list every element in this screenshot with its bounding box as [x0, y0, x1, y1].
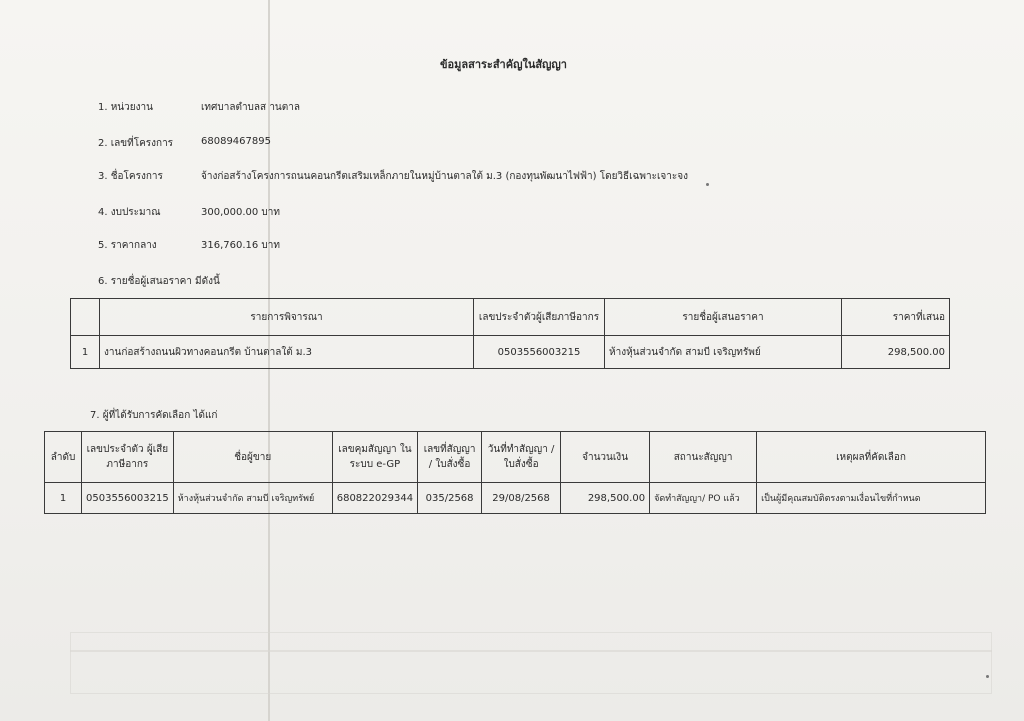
table-cell: 0503556003215: [474, 336, 605, 369]
table-header-cell: ลำดับ: [45, 432, 82, 483]
table-row: [45, 483, 986, 514]
field-label: 5. ราคากลาง: [98, 240, 157, 251]
section-6-label: 6. รายชื่อผู้เสนอราคา มีดังนี้: [98, 276, 220, 287]
section-7-label: 7. ผู้ที่ได้รับการคัดเลือก ได้แก่: [90, 410, 218, 421]
table-header-cell: สถานะสัญญา: [650, 432, 757, 483]
bidders-table: [70, 298, 950, 369]
table-cell: ห้างหุ้นส่วนจำกัด สามบี เจริญทรัพย์: [605, 336, 842, 369]
table-header-row: [45, 432, 986, 483]
table-cell: 035/2568: [418, 483, 482, 514]
table-cell: ห้างหุ้นส่วนจำกัด สามบี เจริญทรัพย์: [173, 483, 332, 514]
table-cell: งานก่อสร้างถนนผิวทางคอนกรีต บ้านตาลใต้ ม.3: [100, 336, 474, 369]
table-row: [71, 336, 950, 369]
table-cell: 29/08/2568: [482, 483, 561, 514]
table-header-cell: เลขที่สัญญา / ใบสั่งซื้อ: [418, 432, 482, 483]
field-label: 2. เลขที่โครงการ: [98, 138, 174, 149]
field-value: 300,000.00 บาท: [201, 207, 280, 218]
speck-mark: [706, 183, 709, 186]
field-label: 3. ชื่อโครงการ: [98, 171, 163, 182]
bleed-through-table: [70, 632, 992, 694]
table-cell: เป็นผู้มีคุณสมบัติตรงตามเงื่อนไขที่กำหนด: [757, 483, 986, 514]
field-value: 68089467895: [201, 136, 271, 147]
table-header-cell: ราคาที่เสนอ: [842, 299, 950, 336]
speck-mark: [986, 675, 989, 678]
table-cell: 1: [45, 483, 82, 514]
table-cell: 0503556003215: [82, 483, 174, 514]
selected-vendor-table: [44, 431, 986, 514]
table-header-cell: [71, 299, 100, 336]
table-header-row: [71, 299, 950, 336]
table-header-cell: เลขประจำตัวผู้เสียภาษีอากร: [474, 299, 605, 336]
table-header-cell: วันที่ทำสัญญา / ใบสั่งซื้อ: [482, 432, 561, 483]
table-cell: 298,500.00: [561, 483, 650, 514]
table-header-cell: ชื่อผู้ขาย: [173, 432, 332, 483]
table-header-cell: จำนวนเงิน: [561, 432, 650, 483]
table-cell: 1: [71, 336, 100, 369]
field-value: จ้างก่อสร้างโครงการถนนคอนกรีตเสริมเหล็กภายในหมู่บ้านตาลใต้ ม.3 (กองทุนพัฒนาไฟฟ้า) โดยวิธีเฉพาะเจาะจง: [201, 171, 688, 182]
table-header-cell: รายชื่อผู้เสนอราคา: [605, 299, 842, 336]
table-header-cell: เลขประจำตัว ผู้เสียภาษีอากร: [82, 432, 174, 483]
document-title: ข้อมูลสาระสำคัญในสัญญา: [440, 58, 567, 71]
bleed-through-line: [70, 650, 992, 652]
table-header-cell: รายการพิจารณา: [100, 299, 474, 336]
table-cell: 298,500.00: [842, 336, 950, 369]
table-header-cell: เหตุผลที่คัดเลือก: [757, 432, 986, 483]
field-label: 4. งบประมาณ: [98, 207, 161, 218]
field-value: เทศบาลตำบลส านตาล: [201, 102, 301, 113]
field-value: 316,760.16 บาท: [201, 240, 280, 251]
table-cell: จัดทำสัญญา/ PO แล้ว: [650, 483, 757, 514]
table-header-cell: เลขคุมสัญญา ในระบบ e-GP: [332, 432, 417, 483]
table-cell: 680822029344: [332, 483, 417, 514]
field-label: 1. หน่วยงาน: [98, 102, 153, 113]
